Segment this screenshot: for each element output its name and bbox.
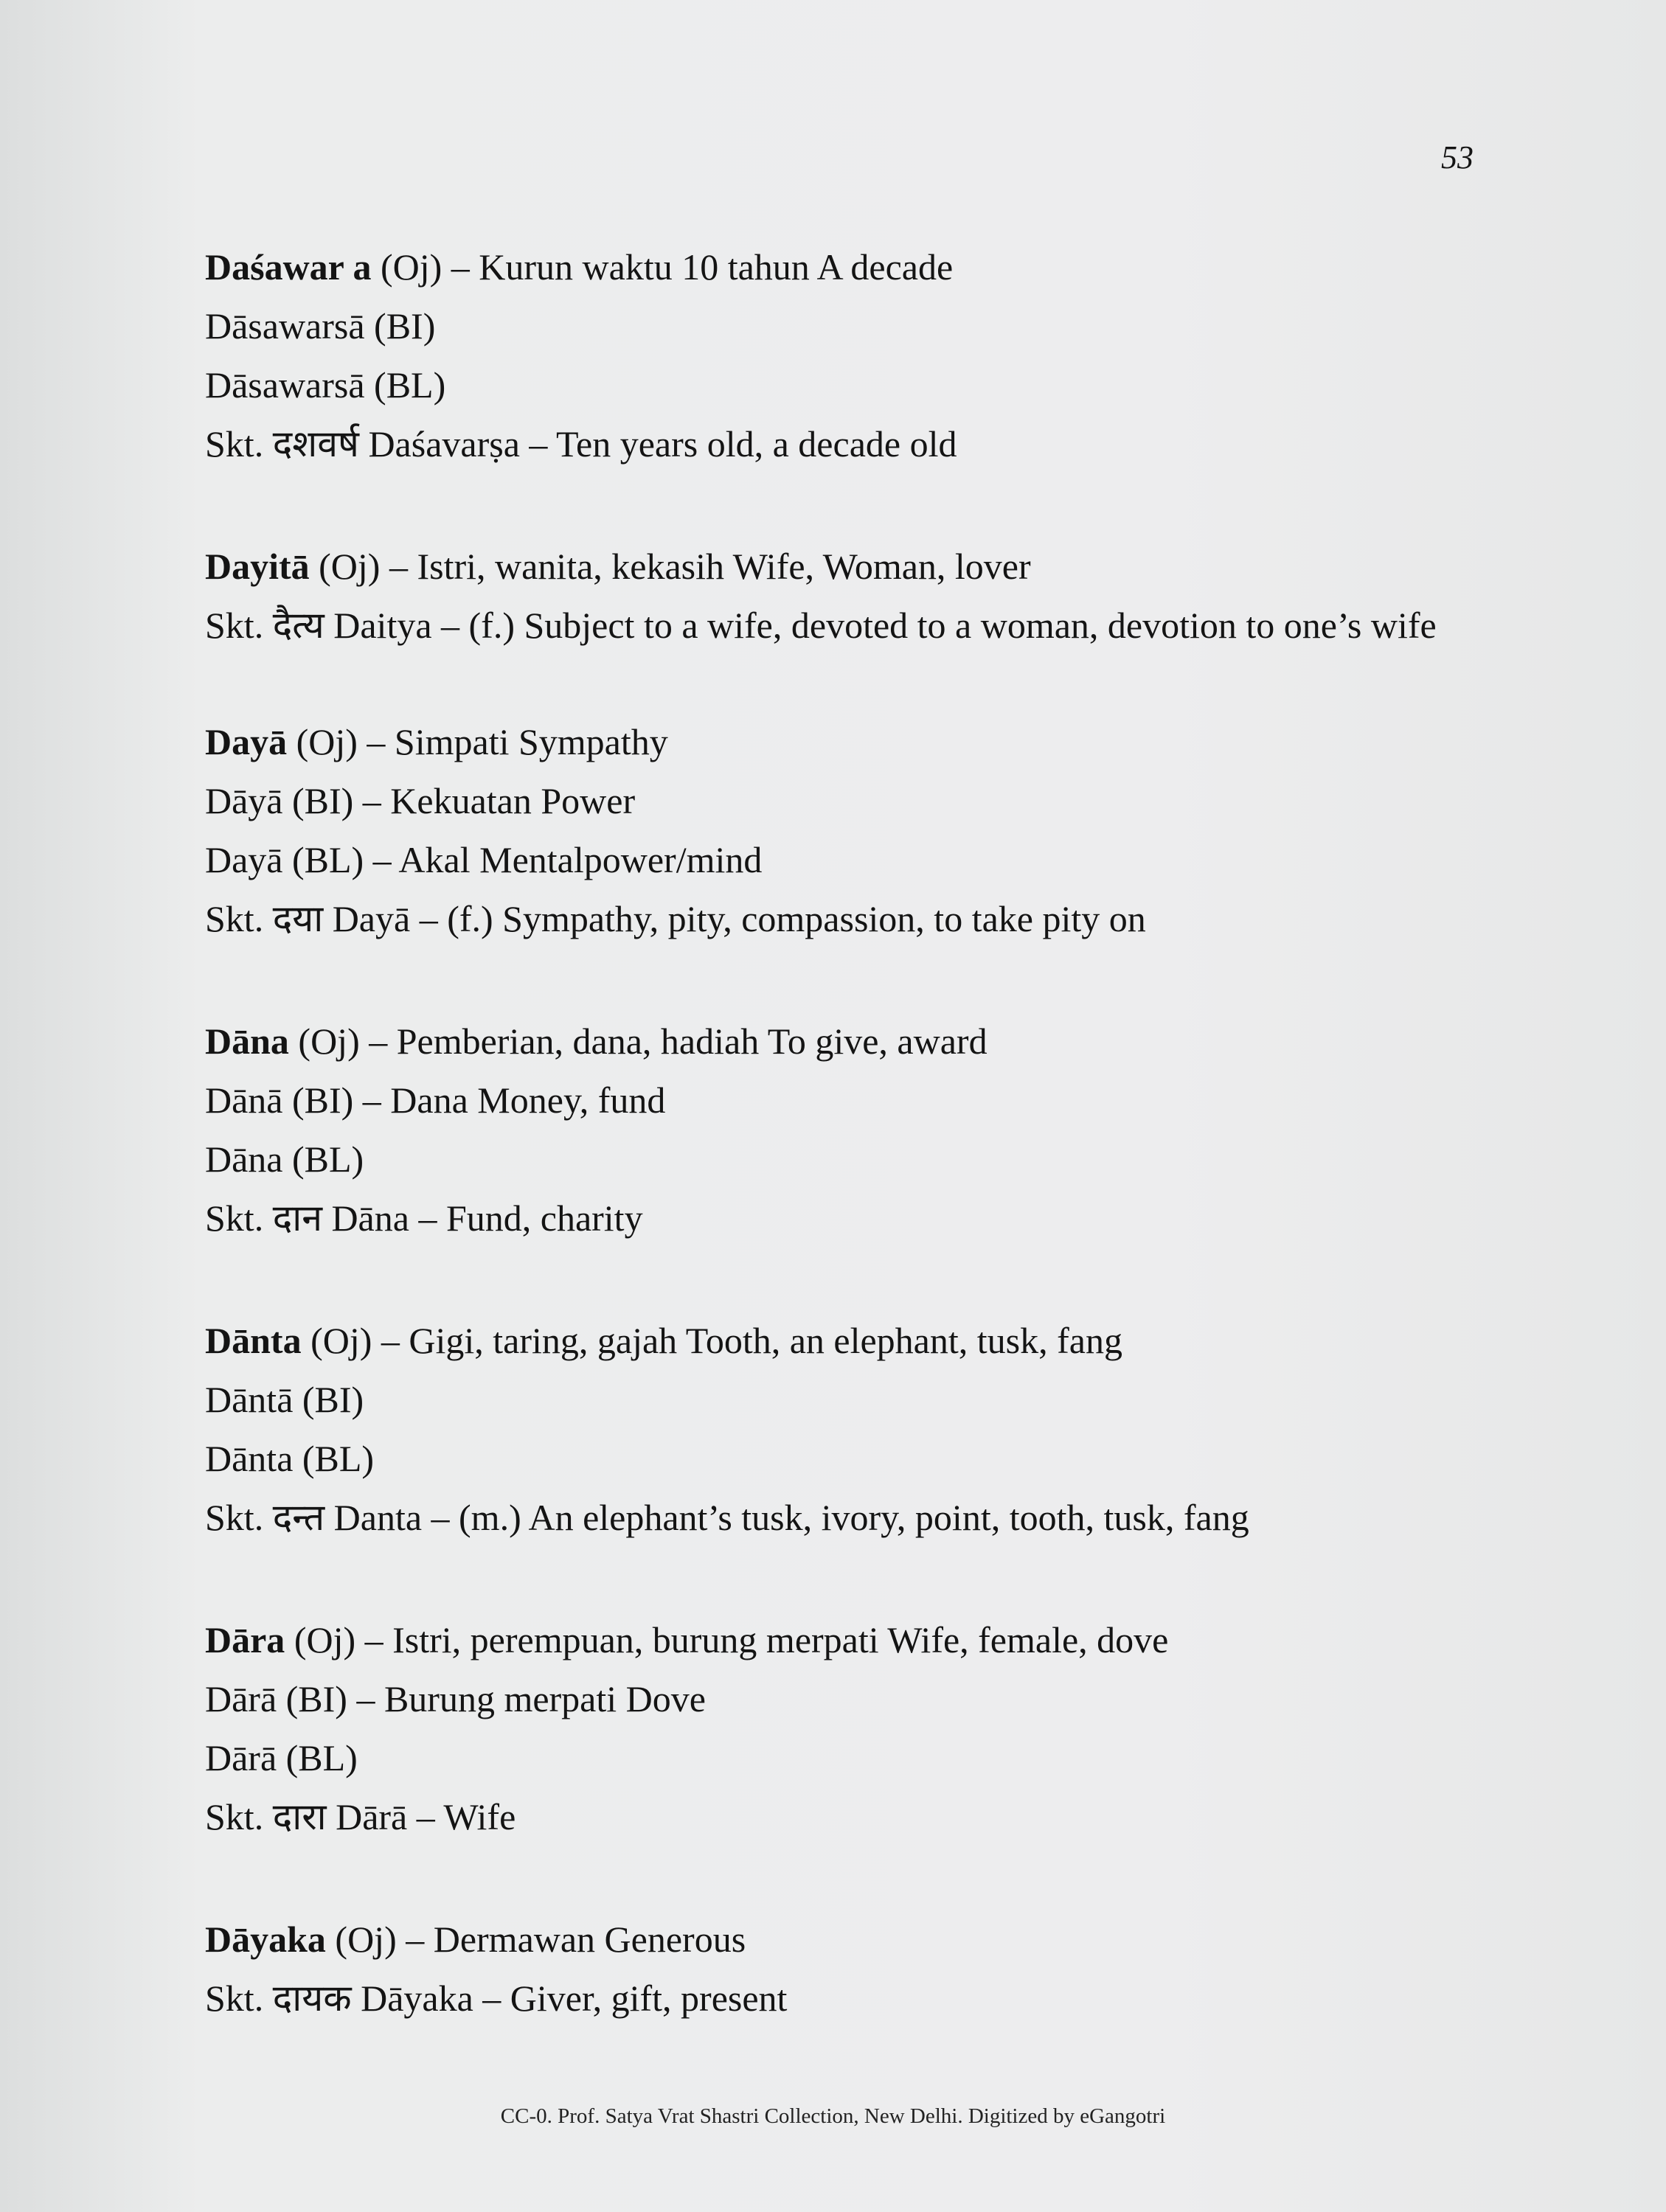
entry-line: Dāyā (BI) – Kekuatan Power [205, 780, 636, 821]
entry-line: Skt. दारा Dārā – Wife [205, 1796, 516, 1837]
entry-headline [205, 1012, 1488, 1071]
entry-line: Skt. दशवर्ष Daśavarṣa – Ten years old, a decade old [205, 423, 957, 465]
entry-line: Skt. दैत्य Daitya – (f.) Subject to a wife, devoted to a woman, devotion to one’s wife [205, 605, 1437, 646]
definition: (Oj) – Dermawan Generous [325, 1919, 746, 1960]
dictionary-content [205, 237, 1488, 2091]
entry-line: Dānā (BI) – Dana Money, fund [205, 1079, 666, 1121]
headword: Daśawar a [205, 246, 372, 288]
entry-headline [205, 537, 1488, 596]
headword: Dayā [205, 721, 288, 762]
entry-dayaka [205, 1910, 1488, 2028]
entry-line: Dārā (BI) – Burung merpati Dove [205, 1678, 706, 1719]
entry-line: Dāntā (BI) [205, 1379, 364, 1420]
definition: (Oj) – Pemberian, dana, hadiah To give, award [288, 1020, 988, 1062]
headword: Dāna [205, 1020, 289, 1062]
page-number: 53 [1441, 139, 1474, 175]
headword: Dānta [205, 1320, 302, 1361]
entry-line: Skt. दान Dāna – Fund, charity [205, 1197, 643, 1239]
headword: Dāyaka [205, 1919, 326, 1960]
entry-headline [205, 1311, 1488, 1370]
entry-line: Dāna (BL) [205, 1138, 364, 1180]
entry-line: Dānta (BL) [205, 1438, 375, 1479]
entry-dana [205, 1012, 1488, 1248]
definition: (Oj) – Gigi, taring, gajah Tooth, an elephant, tusk, fang [301, 1320, 1122, 1361]
entry-dasawarsa [205, 237, 1488, 473]
entry-daya [205, 712, 1488, 948]
headword: Dayitā [205, 546, 310, 587]
entry-line: Dāsawarsā (BL) [205, 364, 446, 406]
entry-line: Skt. दया Dayā – (f.) Sympathy, pity, compassion, to take pity on [205, 898, 1146, 939]
entry-headline [205, 237, 1488, 296]
entry-line: Dārā (BL) [205, 1737, 358, 1778]
digitization-credit: CC-0. Prof. Satya Vrat Shastri Collection, New Delhi. Digitized by eGangotri [500, 2104, 1166, 2128]
entry-line: Skt. दायक Dāyaka – Giver, gift, present [205, 1978, 788, 2019]
definition: (Oj) – Istri, perempuan, burung merpati Wife, female, dove [285, 1619, 1169, 1660]
entry-line: Dāsawarsā (BI) [205, 305, 436, 347]
entry-dayita [205, 537, 1488, 649]
definition: (Oj) – Istri, wanita, kekasih Wife, Woman, lover [309, 546, 1031, 587]
headword: Dāra [205, 1619, 285, 1660]
entry-danta [205, 1311, 1488, 1547]
entry-line: Dayā (BL) – Akal Mentalpower/mind [205, 839, 763, 880]
entry-dara [205, 1610, 1488, 1846]
definition: (Oj) – Simpati Sympathy [287, 721, 668, 762]
entry-headline [205, 1910, 1488, 1969]
entry-line: Skt. दन्त Danta – (m.) An elephant’s tusk, ivory, point, tooth, tusk, fang [205, 1497, 1249, 1538]
definition: (Oj) – Kurun waktu 10 tahun A decade [371, 246, 954, 288]
entry-headline [205, 1610, 1488, 1669]
entry-headline [205, 712, 1488, 771]
